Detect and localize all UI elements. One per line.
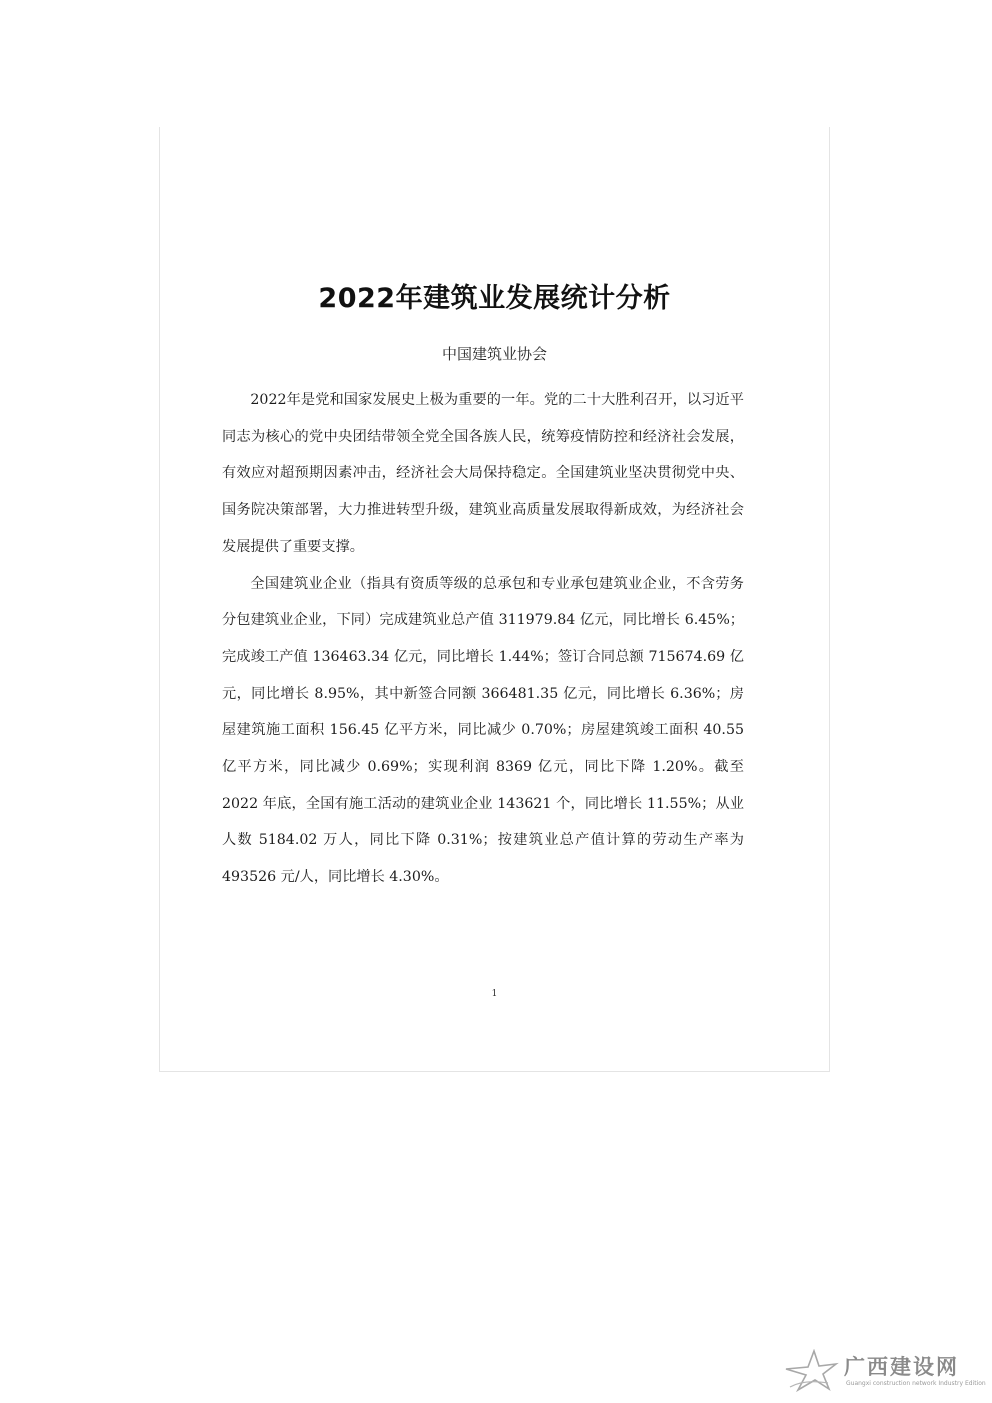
- document-author: 中国建筑业协会: [441, 345, 547, 363]
- page-title: 2022年建筑业发展统计分析: [318, 283, 671, 314]
- paragraph-statistics: 全国建筑业企业（指具有资质等级的总承包和专业承包建筑业企业，不含劳务分包建筑业企业，下同）完成建筑业总产值 311979.84 亿元，同比增长 6.45%；完成竣工产值 136463.34 亿元，同比增长 1.44%；签订合同总额 715674.69 亿元，同比增长 8.95%，其中新签合同额 366481.35 亿元，同比增长 6.36%；房屋建筑施工面积 156.45 亿平方米，同比减少 0.70%；房屋建筑竣工面积 40.55 亿平方米，同比减少 0.69%；实现利润 8369 亿元，同比下降 1.20%。截至 2022 年底，全国有施工活动的建筑业企业 143621 个，同比增长 11.55%；从业人数 5184.02 万人，同比下降 0.31%；按建筑业总产值计算的劳动生产率为 493526 元/人，同比增长 4.30%。: [222, 575, 744, 886]
- watermark-subtitle: Guangxi construction network Industry Edition: [846, 1380, 986, 1387]
- page-number: 1: [491, 989, 498, 999]
- site-watermark: [784, 1349, 984, 1393]
- watermark-name: 广西建设网: [844, 1354, 959, 1379]
- star-logo-icon: [784, 1349, 844, 1393]
- document-page: [159, 127, 830, 1072]
- document-body: [222, 382, 744, 896]
- paragraph-intro: 2022年是党和国家发展史上极为重要的一年。党的二十大胜利召开，以习近平同志为核心的党中央团结带领全党全国各族人民，统筹疫情防控和经济社会发展，有效应对超预期因素冲击，经济社会大局保持稳定。全国建筑业坚决贯彻党中央、国务院决策部署，大力推进转型升级，建筑业高质量发展取得新成效，为经济社会发展提供了重要支撑。: [222, 392, 744, 555]
